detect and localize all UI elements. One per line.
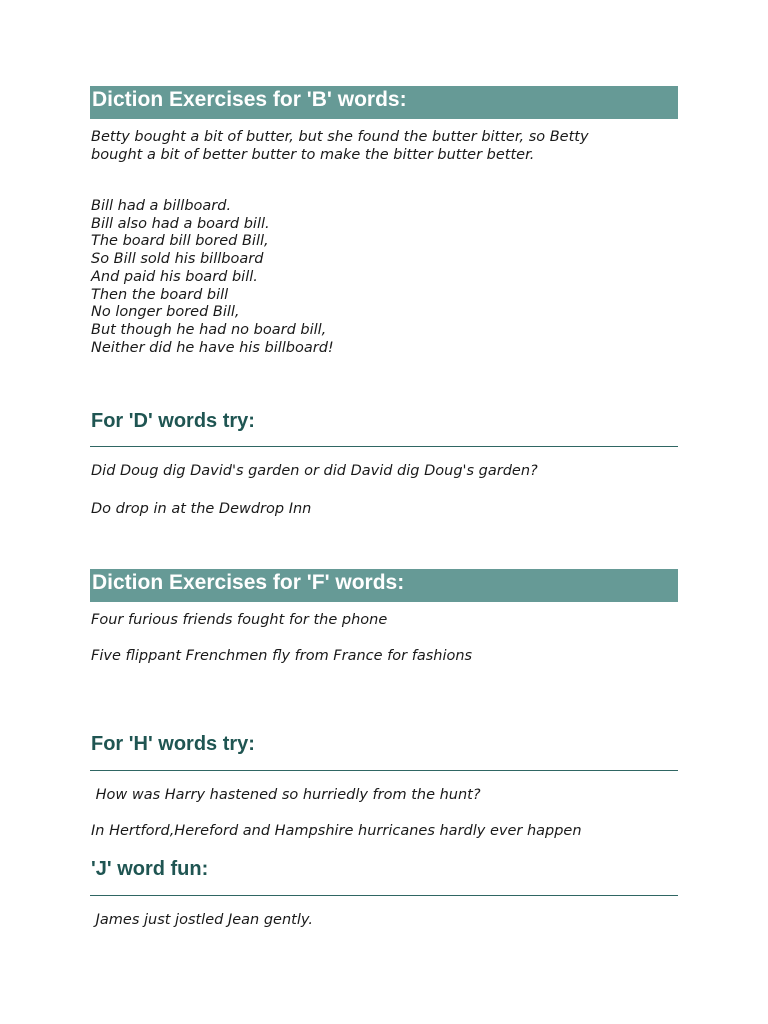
h-section-divider <box>90 770 678 771</box>
d-line-1: Did Doug dig David's garden or did David dig Doug's garden? <box>91 463 538 479</box>
j-line-1: James just jostled Jean gently. <box>91 912 313 928</box>
poem-line: Neither did he have his billboard! <box>91 339 334 356</box>
j-words-heading: 'J' word fun: <box>91 858 209 880</box>
d-section-divider <box>90 446 678 447</box>
h-line-2: In Hertford,Hereford and Hampshire hurricanes hardly ever happen <box>91 823 582 839</box>
f-line-2: Five flippant Frenchmen fly from France for fashions <box>91 648 473 664</box>
b-tongue-twister-paragraph <box>91 129 589 164</box>
poem-line: Then the board bill <box>91 286 229 303</box>
poem-line: No longer bored Bill, <box>91 304 240 321</box>
d-words-heading: For 'D' words try: <box>91 410 255 432</box>
b-paragraph-line: bought a bit of better butter to make the bitter butter better. <box>91 146 535 163</box>
f-line-1: Four furious friends fought for the phone <box>91 612 388 628</box>
poem-line: And paid his board bill. <box>91 268 258 285</box>
poem-line: The board bill bored Bill, <box>91 233 269 250</box>
b-paragraph-line: Betty bought a bit of butter, but she found the butter bitter, so Betty <box>91 129 589 145</box>
poem-line: But though he had no board bill, <box>91 321 327 338</box>
d-line-2: Do drop in at the Dewdrop Inn <box>91 501 312 517</box>
j-section-divider <box>90 895 678 896</box>
poem-line: Bill also had a board bill. <box>91 215 270 232</box>
poem-line: So Bill sold his billboard <box>91 251 264 268</box>
h-line-1: How was Harry hastened so hurriedly from the hunt? <box>91 787 481 803</box>
billboard-poem <box>91 198 334 357</box>
b-words-banner: Diction Exercises for 'B' words: <box>90 86 678 119</box>
f-words-banner: Diction Exercises for 'F' words: <box>90 569 678 602</box>
poem-line: Bill had a billboard. <box>91 198 232 214</box>
h-words-heading: For 'H' words try: <box>91 733 255 755</box>
